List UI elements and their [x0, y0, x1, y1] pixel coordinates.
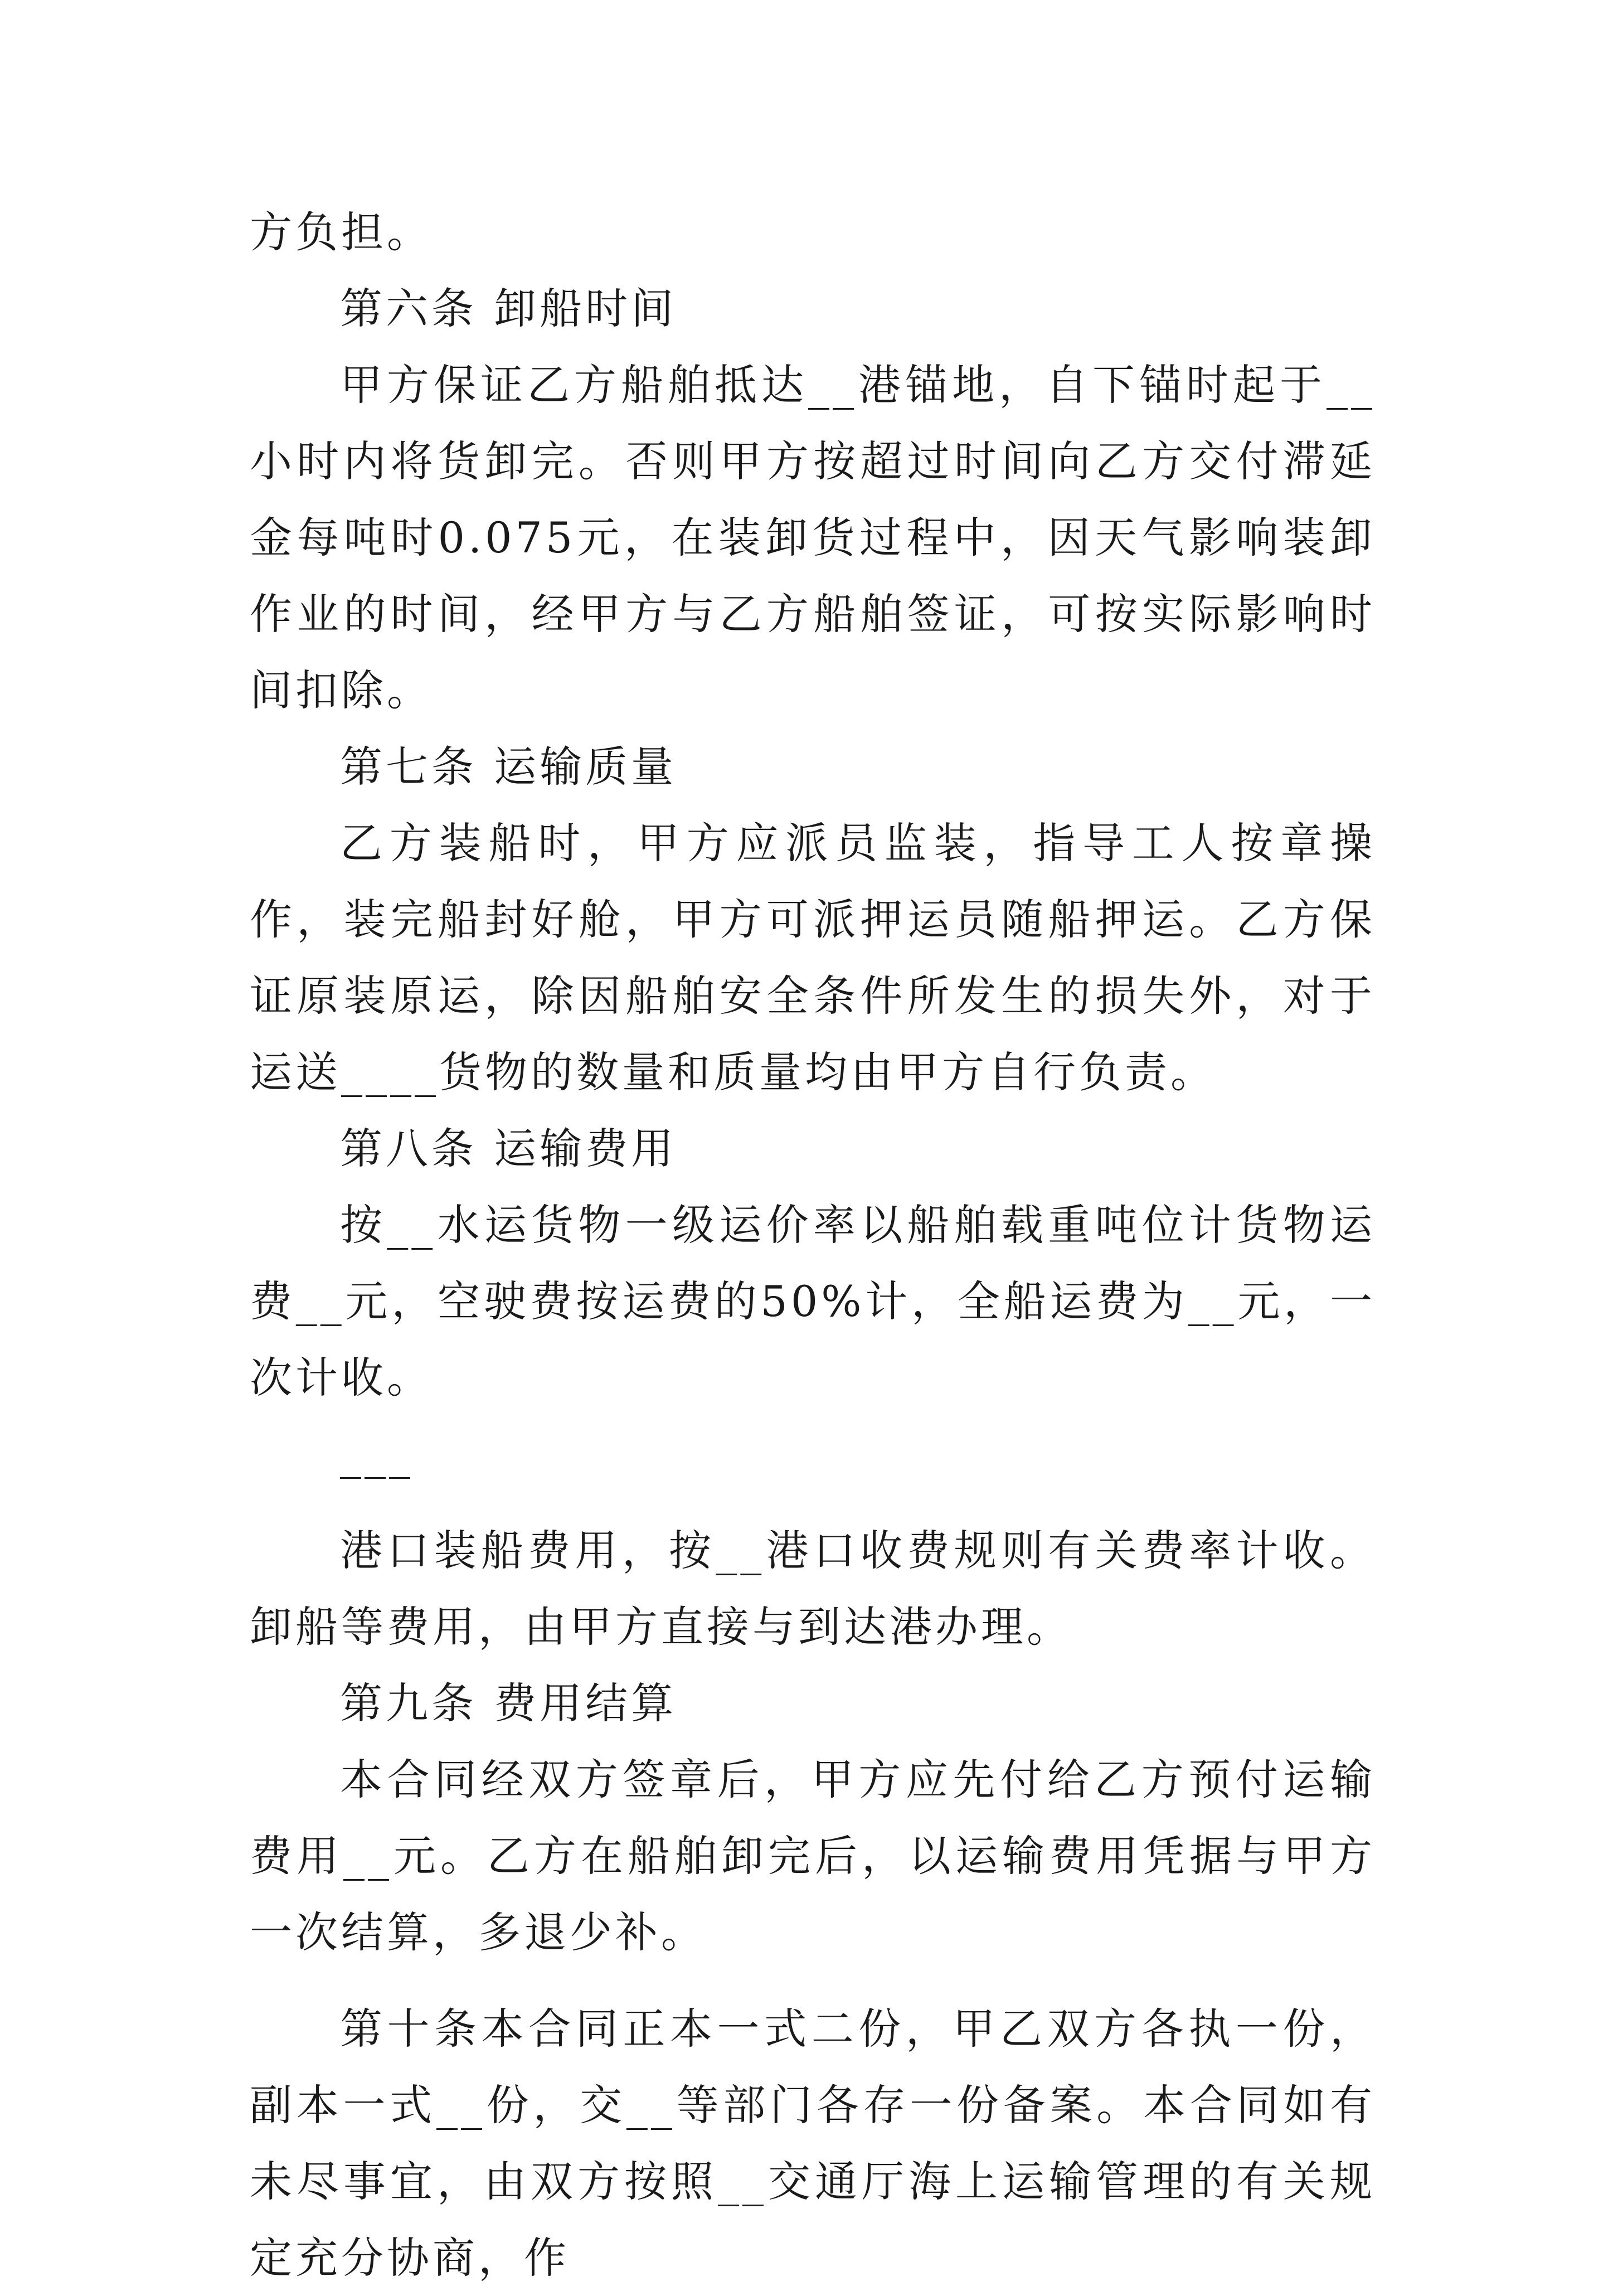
separator-line: ___ — [340, 1429, 414, 1479]
article-8-port-fees: 港口装船费用，按__港口收费规则有关费率计收。卸船等费用，由甲方直接与到达港办理。 — [250, 1526, 1376, 1652]
article-6-body: 甲方保证乙方船舶抵达__港锚地，自下锚时起于__小时内将货卸完。否则甲方按超过时间向乙方交付滞延金每吨时0.075元，在装卸货过程中，因天气影响装卸作业的时间，经甲方与乙方船舶签证，可按实际影响时间扣除。 — [250, 360, 1376, 715]
document-body — [250, 194, 1376, 2296]
article-10-body: 第十条本合同正本一式二份，甲乙双方各执一份，副本一式__份，交__等部门各存一份备案。本合同如有未尽事宜，由双方按照__交通厅海上运输管理的有关规定充分协商，作 — [250, 2004, 1376, 2283]
article-8-body: 按__水运货物一级运价率以船舶载重吨位计货物运费__元，空驶费按运费的50%计，全船运费为__元，一次计收。 — [250, 1200, 1376, 1402]
article-9-heading: 第九条 费用结算 — [340, 1678, 677, 1728]
article-7-heading: 第七条 运输质量 — [340, 742, 677, 792]
article-8-heading: 第八条 运输费用 — [340, 1124, 677, 1173]
article-7-body: 乙方装船时，甲方应派员监装，指导工人按章操作，装完船封好舱，甲方可派押运员随船押运。乙方保证原装原运，除因船舶安全条件所发生的损失外，对于运送____货物的数量和质量均由甲方自行负责。 — [250, 818, 1376, 1097]
paragraph-continued: 方负担。 — [250, 207, 433, 257]
article-6-heading: 第六条 卸船时间 — [340, 284, 677, 333]
article-9-body: 本合同经双方签章后，甲方应先付给乙方预付运输费用__元。乙方在船舶卸完后，以运输费用凭据与甲方一次结算，多退少补。 — [250, 1755, 1376, 1957]
